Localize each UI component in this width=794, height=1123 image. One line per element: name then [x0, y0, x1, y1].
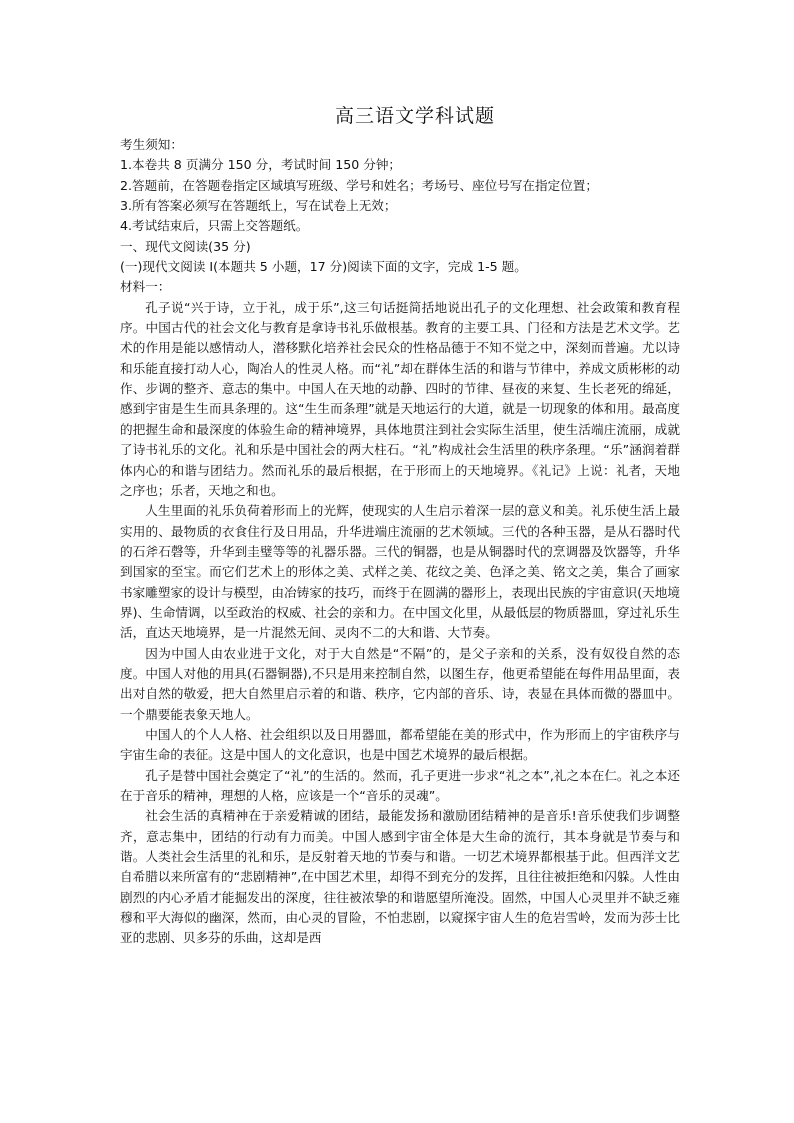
material-label: 材料一：: [120, 279, 171, 295]
passage-paragraph-1: 孔子说“兴于诗，立于礼，成于乐”,这三句话挺简括地说出孔子的文化理想、社会政策和教育程序。中国古代的社会文化与教育是拿诗书礼乐做根基。教育的主要工具、门径和方法是艺术文学。艺术的作用是能以感情动人，潜移默化培养社会民众的性格品德于不知不觉之中，深刻而普遍。尤以诗和乐能直接打动人心，陶冶人的性灵人格。而“礼”却在群体生活的和谐与节律中，养成文质彬彬的动作、步调的整齐、意志的集中。中国人在天地的动静、四时的节律、昼夜的来复、生长老死的绵延，感到宇宙是生生而具条理的。这“生生而条理”就是天地运行的大道，就是一切现象的体和用。最高度的把握生命和最深度的体验生命的精神境界，具体地贯注到社会实际生活里，使生活端庄流丽，成就了诗书礼乐的文化。礼和乐是中国社会的两大柱石。“礼”构成社会生活里的秩序条理。“乐”涵润着群体内心的和谐与团结力。然而礼乐的最后根据，在于形而上的天地境界。《礼记》上说：礼者，天地之序也；乐者，天地之和也。: [120, 299, 680, 498]
notice-item-1: 1.本卷共 8 页满分 150 分，考试时间 150 分钟；: [120, 157, 402, 173]
passage-paragraph-2: 人生里面的礼乐负荷着形而上的光辉，使现实的人生启示着深一层的意义和美。礼乐使生活上最实用的、最物质的衣食住行及日用品，升华进端庄流丽的艺术领域。三代的各种玉器，是从石器时代的石斧石磬等，升华到圭璧等等的礼器乐器。三代的铜器，也是从铜器时代的烹调器及饮器等，升华到国家的至宝。而它们艺术上的形体之美、式样之美、花纹之美、色泽之美、铭文之美，集合了画家书家雕塑家的设计与模型，由冶铸家的技巧，而终于在圆满的器形上，表现出民族的宇宙意识(天地境界)、生命情调，以至政治的权威、社会的亲和力。在中国文化里，从最低层的物质器皿，穿过礼乐生活，直达天地境界，是一片混然无间、灵肉不二的大和谐、大节奏。: [120, 503, 680, 641]
subsection-heading: (一)现代文阅读 I(本题共 5 小题，17 分)阅读下面的文字，完成 1-5 题。: [120, 259, 527, 275]
passage-paragraph-6: 社会生活的真精神在于亲爱精诚的团结，最能发扬和激励团结精神的是音乐!音乐使我们步调整齐，意志集中，团结的行动有力而美。中国人感到宇宙全体是大生命的流行，其本身就是节奏与和谐。人类社会生活里的礼和乐，是反射着天地的节奏与和谐。一切艺术境界都根基于此。但西洋文艺自希腊以来所富有的“悲剧精神”,在中国艺术里，却得不到充分的发挥，且往往被拒绝和闪躲。人性由剧烈的内心矛盾才能掘发出的深度，往往被浓挚的和谐愿望所淹没。固然，中国人心灵里并不缺乏雍穆和平大海似的幽深，然而，由心灵的冒险，不怕悲剧，以窥探宇宙人生的危岩雪岭，发而为莎士比亚的悲剧、贝多芬的乐曲，这却是西: [120, 808, 680, 946]
notice-item-2: 2.答题前，在答题卷指定区域填写班级、学号和姓名；考场号、座位号写在指定位置；: [120, 177, 598, 193]
notice-item-3: 3.所有答案必须写在答题纸上，写在试卷上无效；: [120, 198, 397, 214]
page-title: 高三语文学科试题: [334, 105, 495, 127]
notice-item-4: 4.考试结束后，只需上交答题纸。: [120, 218, 309, 234]
notice-heading: 考生须知：: [120, 137, 183, 152]
passage-paragraph-5: 孔子是替中国社会奠定了“礼”的生活的。然而，孔子更进一步求“礼之本”,礼之本在仁。礼之本还在于音乐的精神，理想的人格，应该是一个“音乐的灵魂”。: [120, 767, 680, 803]
reading-passage: [120, 298, 680, 949]
passage-paragraph-3: 因为中国人由农业进于文化，对于大自然是“不隔”的，是父子亲和的关系，没有奴役自然的态度。中国人对他的用具(石器铜器),不只是用来控制自然，以图生存，他更希望能在每件用品里面，表出对自然的敬爱，把大自然里启示着的和谐、秩序，它内部的音乐、诗，表显在具体而微的器皿中。一个鼎要能表象天地人。: [120, 645, 680, 722]
section-heading: 一、现代文阅读(35 分): [120, 238, 251, 254]
passage-paragraph-4: 中国人的个人人格、社会组织以及日用器皿，都希望能在美的形式中，作为形而上的宇宙秩序与宇宙生命的表征。这是中国人的文化意识，也是中国艺术境界的最后根据。: [120, 726, 680, 763]
exam-page: [120, 102, 680, 949]
notice-block: [120, 135, 680, 237]
